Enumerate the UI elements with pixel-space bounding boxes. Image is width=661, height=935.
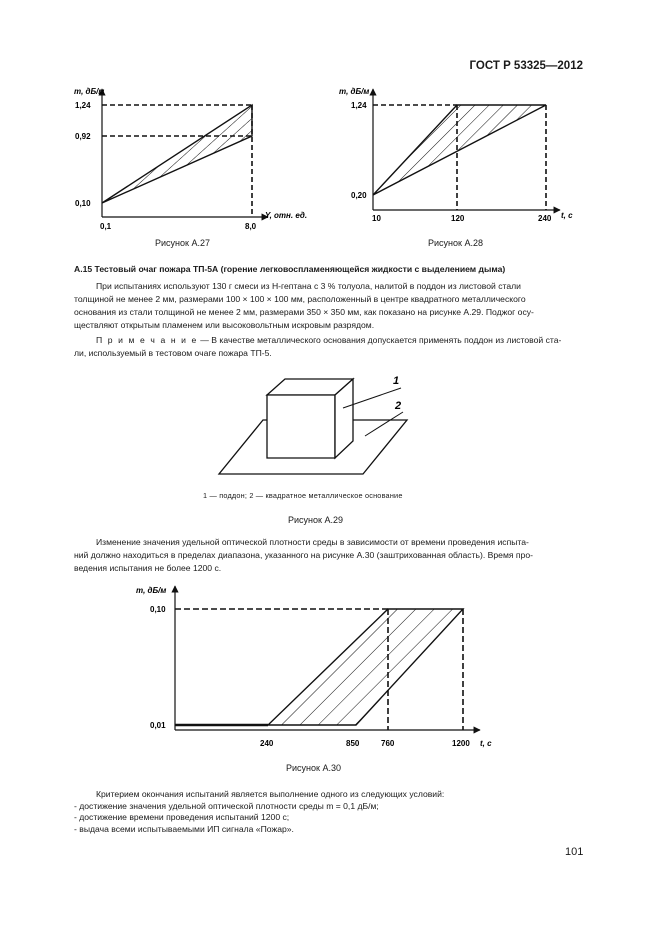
note-paragraph [74,334,586,360]
x-tick: 760 [381,739,395,748]
y-axis-label: m, дБ/м [339,87,370,96]
figure-a29-caption: Рисунок А.29 [288,515,343,525]
y-axis-label: m, дБ/м [136,586,167,595]
text-line: толщиной не менее 2 мм, размерами 100 × 100 × 100 мм, расположенный в центре квадратного металлического [74,294,526,304]
y-tick: 0,92 [75,132,91,141]
figure-a29-drawing [215,370,420,478]
note-label: П р и м е ч а н и е [96,335,198,345]
note-text: ли, используемый в тестовом очаге пожара ТП-5. [74,348,272,358]
tray-front [267,395,335,458]
figure-a29-legend: 1 — поддон; 2 — квадратное металлическое основание [203,491,403,500]
x-tick: 120 [451,214,465,223]
criteria-intro: Критерием окончания испытаний является выполнение одного из следующих условий: [96,789,445,799]
callout-2: 2 [395,400,402,412]
note-text: — В качестве металлического основания допускается применять поддон из листовой ста- [197,335,562,345]
text-line: ний должно находиться в пределах диапазона, указанного на рисунке А.30 (заштрихованная область). Время про- [74,550,533,560]
figure-a30-chart [130,582,510,757]
x-tick: 8,0 [245,222,257,231]
y-tick: 0,10 [75,199,91,208]
document-header: ГОСТ Р 53325—2012 [469,60,583,72]
criteria-block [74,789,444,835]
text-line: Изменение значения удельной оптической плотности среды в зависимости от времени проведения испыта- [96,537,529,547]
y-tick: 0,20 [351,191,367,200]
body-paragraph-2 [74,536,586,575]
y-tick: 0,01 [150,721,166,730]
hatched-band [373,105,546,195]
y-tick: 1,24 [75,101,91,110]
x-tick: 850 [346,739,360,748]
list-item: - достижение значения удельной оптической плотности среды m = 0,1 дБ/м; [74,800,379,811]
x-axis-label: t, с [480,739,492,748]
section-heading [74,264,505,274]
text-line: ведения испытания не более 1200 с. [74,563,222,573]
text-line: ществляют открытым пламенем или высоковольтным искровым разрядом. [74,320,375,330]
text-line: основания из стали толщиной не менее 2 мм, размерами 350 × 350 мм, как показано на рисунке А.29. Поджог осу- [74,307,534,317]
y-axis-label: m, дБ/м [74,87,105,96]
figure-a27-chart [60,85,308,235]
section-number: А.15 [74,264,93,274]
callout-1: 1 [393,375,400,387]
y-tick: 0,10 [150,605,166,614]
hatched-band [268,609,463,725]
hatched-band [102,105,252,203]
figure-a27-caption: Рисунок А.27 [155,238,210,248]
list-item: - достижение времени проведения испытаний 1200 с; [74,812,290,823]
text-line: При испытаниях используют 130 г смеси из Н-гептана с 3 % толуола, налитой в поддон из листовой стали [96,281,521,291]
page-number: 101 [565,846,584,858]
figure-a30-caption: Рисунок А.30 [286,763,341,773]
figure-a28-chart [325,85,585,235]
x-tick: 240 [538,214,552,223]
x-axis-label: t, с [561,211,573,220]
x-tick: 10 [372,214,381,223]
x-tick: 240 [260,739,274,748]
figure-a28-caption: Рисунок А.28 [428,238,483,248]
x-tick: 1200 [452,739,470,748]
x-tick: 0,1 [100,222,112,231]
body-paragraph [74,280,586,332]
x-axis-label: Y, отн. ед. [265,211,308,220]
y-tick: 1,24 [351,101,367,110]
section-title: Тестовый очаг пожара ТП-5А (горение легковоспламеняющейся жидкости с выделением дыма) [94,264,506,274]
list-item: - выдача всеми испытываемыми ИП сигнала «Пожар». [74,823,294,834]
